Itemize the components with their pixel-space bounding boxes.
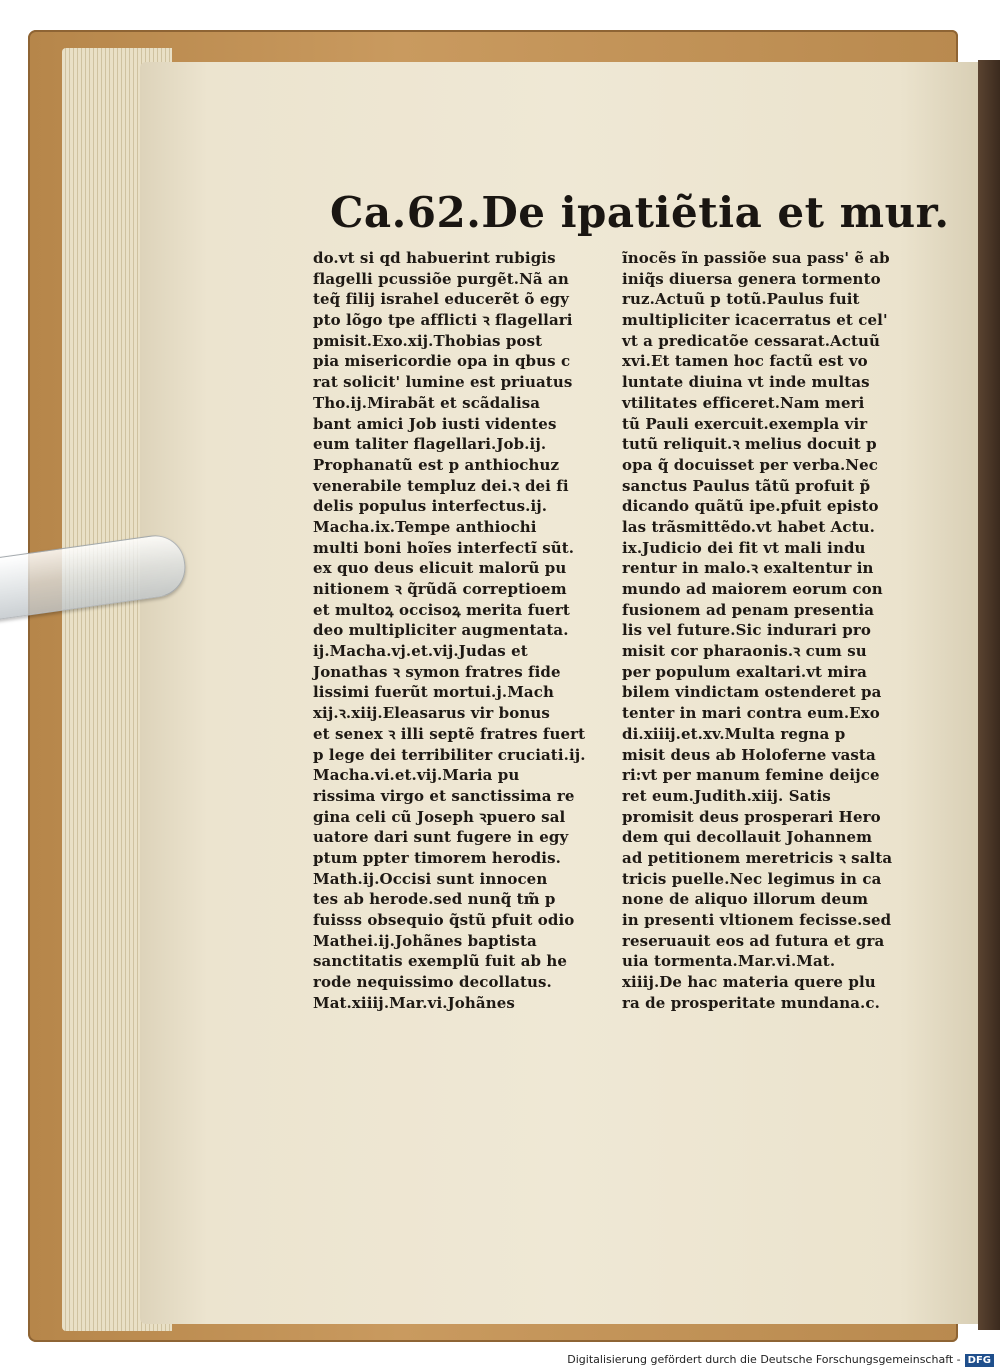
text-line: rat solicit' lumine est priuatus [313, 373, 573, 392]
text-line: ĩnocẽs ĩn passiõe sua pass' ẽ ab [622, 249, 890, 267]
text-line: uatore dari sunt fugere in egy [313, 828, 569, 847]
text-line: xvi.Et tamen hoc factũ est vo [622, 352, 868, 371]
text-line: lis vel future.Sic indurari pro [622, 621, 871, 640]
text-line: fuisss obsequio q̃stũ pfuit odio [313, 911, 575, 929]
text-line: Mat.xiiij.Mar.vi.Johãnes [313, 993, 515, 1012]
text-line: mundo ad maiorem eorum con [622, 580, 883, 598]
text-line: ret eum.Judith.xiij. Satis [622, 786, 831, 805]
text-line: ix.Judicio dei fit vt mali indu [622, 538, 866, 557]
text-line: uia tormenta.Mar.vi.Mat. [622, 952, 836, 971]
text-line: Macha.ix.Tempe anthiochi [313, 517, 537, 536]
text-line: delis populus interfectus.ij. [313, 497, 548, 516]
text-line: misit cor pharaonis.ꝛ cum su [622, 642, 867, 661]
text-line: tenter in mari contra eum.Exo [622, 704, 880, 723]
text-line: luntate diuina vt inde multas [622, 373, 870, 392]
chapter-heading: Ca.62.De ipatiẽtia et mur. [330, 188, 950, 237]
text-line: bilem vindictam ostenderet pa [622, 683, 882, 702]
text-line: ad petitionem meretricis ꝛ salta [622, 848, 893, 867]
credit-text: Digitalisierung gefördert durch die Deutsche Forschungsgemeinschaft - [567, 1353, 961, 1366]
opposite-page-edge [978, 60, 1000, 1330]
text-line: vt a predicatõe cessarat.Actuũ [622, 331, 881, 350]
text-line: p lege dei terribiliter cruciati.ij. [313, 745, 586, 764]
right-text-column [622, 248, 902, 1013]
text-line: tũ Pauli exercuit.exempla vir [622, 414, 868, 433]
text-line: multipliciter icacerratus et cel' [622, 311, 888, 330]
text-line: misit deus ab Holoferne vasta [622, 745, 876, 764]
text-line: las trãsmittẽdo.vt habet Actu. [622, 517, 876, 536]
text-line: in presenti vltionem fecisse.sed [622, 911, 892, 929]
text-line: fusionem ad penam presentia [622, 600, 875, 619]
text-line: teq̃ filij israhel educerẽt õ egy [313, 290, 569, 309]
text-line: promisit deus prosperari Hero [622, 807, 881, 826]
text-line: eum taliter flagellari.Job.ij. [313, 435, 547, 454]
text-line: nitionem ꝛ q̃rũdã correptioem [313, 580, 567, 598]
text-line: Macha.vi.et.vij.Maria pu [313, 766, 520, 785]
text-line: iniq̃s diuersa genera tormento [622, 269, 881, 288]
text-line: Tho.ij.Mirabãt et scãdalisa [313, 393, 541, 412]
text-line: pmisit.Exo.xij.Thobias post [313, 331, 543, 350]
text-line: per populum exaltari.vt mira [622, 662, 867, 681]
text-line: Jonathas ꝛ symon fratres fide [313, 662, 561, 681]
text-line: tes ab herode.sed nunq̃ tm̃ p [313, 890, 556, 909]
digitization-credit [567, 1353, 994, 1367]
text-line: ptum ppter timorem herodis. [313, 848, 561, 867]
text-line: dem qui decollauit Johannem [622, 828, 873, 847]
text-line: gina celi cũ Joseph ꝛpuero sal [313, 807, 566, 826]
text-line: sanctitatis exemplũ fuit ab he [313, 952, 568, 971]
text-line: ri:vt per manum femine deijce [622, 766, 880, 785]
text-line: deo multipliciter augmentata. [313, 621, 569, 640]
text-line: tutũ reliquit.ꝛ melius docuit p [622, 435, 877, 454]
dfg-logo: DFG [965, 1354, 994, 1367]
text-line: et multoꝝ occisoꝝ merita fuert [313, 600, 570, 619]
text-line: opa q̃ docuisset per verba.Nec [622, 455, 878, 474]
text-line: flagelli pcussiõe purgẽt.Nã an [313, 269, 569, 288]
text-line: dicando quãtũ ipe.pfuit episto [622, 497, 879, 516]
text-line: pto lõgo tpe afflicti ꝛ flagellari [313, 311, 573, 330]
text-line: lissimi fuerũt mortui.j.Mach [313, 683, 554, 702]
text-line: rode nequissimo decollatus. [313, 973, 552, 992]
text-line: tricis puelle.Nec legimus in ca [622, 869, 882, 888]
text-line: sanctus Paulus tãtũ profuit p̃ [622, 476, 871, 495]
text-line: di.xiiij.et.xv.Multa regna p [622, 724, 846, 743]
text-line: bant amici Job iusti videntes [313, 414, 557, 433]
text-line: do.vt si qd habuerint rubigis [313, 249, 556, 267]
text-line: multi boni hoĩes interfectĩ sũt. [313, 538, 575, 557]
text-line: ra de prosperitate mundana.c. [622, 993, 880, 1012]
left-text-column [313, 248, 593, 1013]
text-line: none de aliquo illorum deum [622, 890, 869, 909]
text-line: xiiij.De hac materia quere plu [622, 973, 876, 992]
text-line: pia misericordie opa in qbus c [313, 352, 571, 371]
text-line: Mathei.ij.Johãnes baptista [313, 931, 537, 950]
text-line: ruz.Actuũ p totũ.Paulus fuit [622, 290, 860, 309]
text-line: et senex ꝛ illi septẽ fratres fuert [313, 724, 586, 743]
text-line: reseruauit eos ad futura et gra [622, 931, 885, 950]
text-line: ex quo deus elicuit malorũ pu [313, 559, 567, 578]
text-line: rissima virgo et sanctissima re [313, 786, 575, 805]
text-line: vtilitates efficeret.Nam meri [622, 393, 865, 412]
text-line: Prophanatũ est p anthiochuz [313, 455, 560, 474]
text-line: Math.ij.Occisi sunt innocen [313, 869, 548, 888]
text-line: venerabile templuz dei.ꝛ dei fi [313, 476, 569, 495]
text-line: xij.ꝛ.xiij.Eleasarus vir bonus [313, 704, 550, 723]
text-line: ij.Macha.vj.et.vij.Judas et [313, 642, 528, 661]
text-line: rentur in malo.ꝛ exaltentur in [622, 559, 874, 578]
